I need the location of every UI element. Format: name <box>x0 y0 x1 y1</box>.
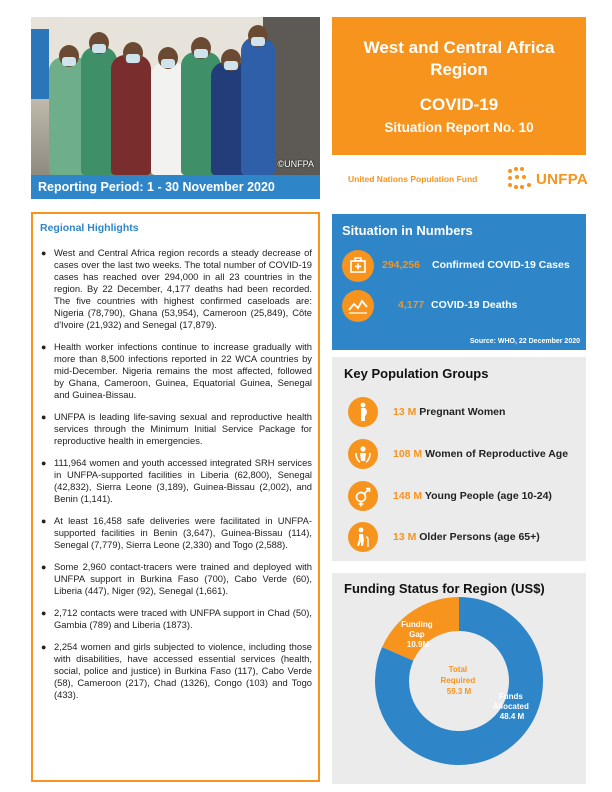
keypop-row <box>348 522 584 556</box>
keypop-row <box>348 481 584 515</box>
list-item: ● West and Central Africa region records a steady decrease of cases over the last two weeks. The total number of COVID-19 cases has reached over 294,000 in all 23 countries in the region. By 22 December, 4,177 deaths had been recorded. The five countries with highest confirmed caseloads are: Nigeria (78,790), Ghana (53,954), Cameroon (25,849), Côte d'Ivoire (21,932) and Senegal (17,879). <box>41 247 312 330</box>
situation-heading: Situation in Numbers <box>342 223 473 238</box>
list-item: ● At least 16,458 safe deliveries were facilitated in UNFPA-supported facilities in Benin (3,647), Guinea-Bissau (114), Senegal (7,779), Sierra Leone (2,330) and Togo (2,588). <box>41 515 312 550</box>
situation-in-numbers <box>332 214 586 350</box>
keypop-row <box>348 397 584 431</box>
list-item: ● 2,254 women and girls subjected to violence, including those with disabilities, have accessed essential services (health, social, police and justice) in Burkina Faso (117), Cabo Verde (58), Cameroon (217), Chad (1326), Congo (103) and Togo (433). <box>41 641 312 700</box>
keypop-label: Pregnant Women <box>419 406 506 418</box>
elderly-person-icon <box>348 522 378 552</box>
keypop-label: Older Persons (age 65+) <box>419 531 540 543</box>
cases-label: Confirmed COVID-19 Cases <box>432 259 570 271</box>
regional-highlights <box>31 212 320 782</box>
keypop-value: 148 M <box>393 490 423 502</box>
list-item: ● 111,964 women and youth accessed integrated SRH services in UNFPA-supported facilities in Liberia (62,800), Senegal (42,832), Sierra Leone (3,189), Guinea-Bissau (2,002), and Benin (1,141). <box>41 457 312 504</box>
keypop-heading: Key Population Groups <box>344 366 489 381</box>
list-item: ● Some 2,960 contact-tracers were trained and deployed with UNFPA support in Burkina Faso (700), Cabo Verde (60), Liberia (447), Niger (92), Senegal (1,661). <box>41 561 312 596</box>
deaths-label: COVID-19 Deaths <box>431 299 518 311</box>
cover-photo <box>31 17 320 175</box>
funding-donut-chart <box>332 573 586 784</box>
list-item: ● UNFPA is leading life-saving sexual and reproductive health services through the Minimum Initial Service Package for reproductive health in emergencies. <box>41 411 312 446</box>
chart-line-icon <box>342 290 374 322</box>
keypop-row <box>348 439 584 473</box>
key-population-groups <box>332 357 586 561</box>
unfpa-logo <box>508 164 589 196</box>
funds-allocated-label: Funds Allocated 48.4 M <box>492 692 529 721</box>
funding-heading: Funding Status for Region (US$) <box>344 581 545 596</box>
keypop-label: Women of Reproductive Age <box>425 448 569 460</box>
hospital-icon <box>342 250 374 282</box>
situation-row-cases <box>342 250 582 280</box>
unfpa-dots-icon <box>508 167 534 193</box>
keypop-value: 108 M <box>393 448 423 460</box>
unfpa-logo-text: UNFPA <box>536 171 589 188</box>
gender-symbols-icon <box>348 481 378 511</box>
report-number: Situation Report No. 10 <box>384 120 534 135</box>
org-row <box>332 161 589 199</box>
list-item: ● 2,712 contacts were traced with UNFPA support in Chad (50), Gambia (789) and Liberia (1873). <box>41 607 312 630</box>
deaths-value: 4,177 <box>398 299 425 311</box>
funding-status <box>332 573 586 784</box>
highlights-heading: Regional Highlights <box>40 222 139 234</box>
report-title-block <box>332 17 586 155</box>
list-item: ● Health worker infections continue to increase gradually with more than 8,500 infections reported in 22 WCA countries by mid-December. Nigeria remains the most affected, followed by Ghana, Cameroon, Guinea, Equatorial Guinea, Senegal and Guinea-Bissau. <box>41 341 312 400</box>
total-required-label: Total Required 59.3 M <box>440 665 476 696</box>
situation-row-deaths <box>342 290 582 320</box>
situation-source: Source: WHO, 22 December 2020 <box>469 338 580 345</box>
region-title: West and Central Africa Region <box>363 38 555 79</box>
keypop-label: Young People (age 10-24) <box>424 490 552 502</box>
highlights-list <box>40 247 312 711</box>
keypop-value: 13 M <box>393 531 417 543</box>
keypop-value: 13 M <box>393 406 417 418</box>
photo-credit: ©UNFPA <box>277 159 314 169</box>
funding-gap-label: Funding Gap 10.9M <box>401 620 433 649</box>
woman-hands-icon <box>348 439 378 469</box>
reporting-period: Reporting Period: 1 - 30 November 2020 <box>31 175 320 199</box>
pregnant-woman-icon <box>348 397 378 427</box>
org-name: United Nations Population Fund <box>348 174 478 184</box>
covid-title: COVID-19 <box>419 95 499 114</box>
cases-value: 294,256 <box>382 259 420 271</box>
